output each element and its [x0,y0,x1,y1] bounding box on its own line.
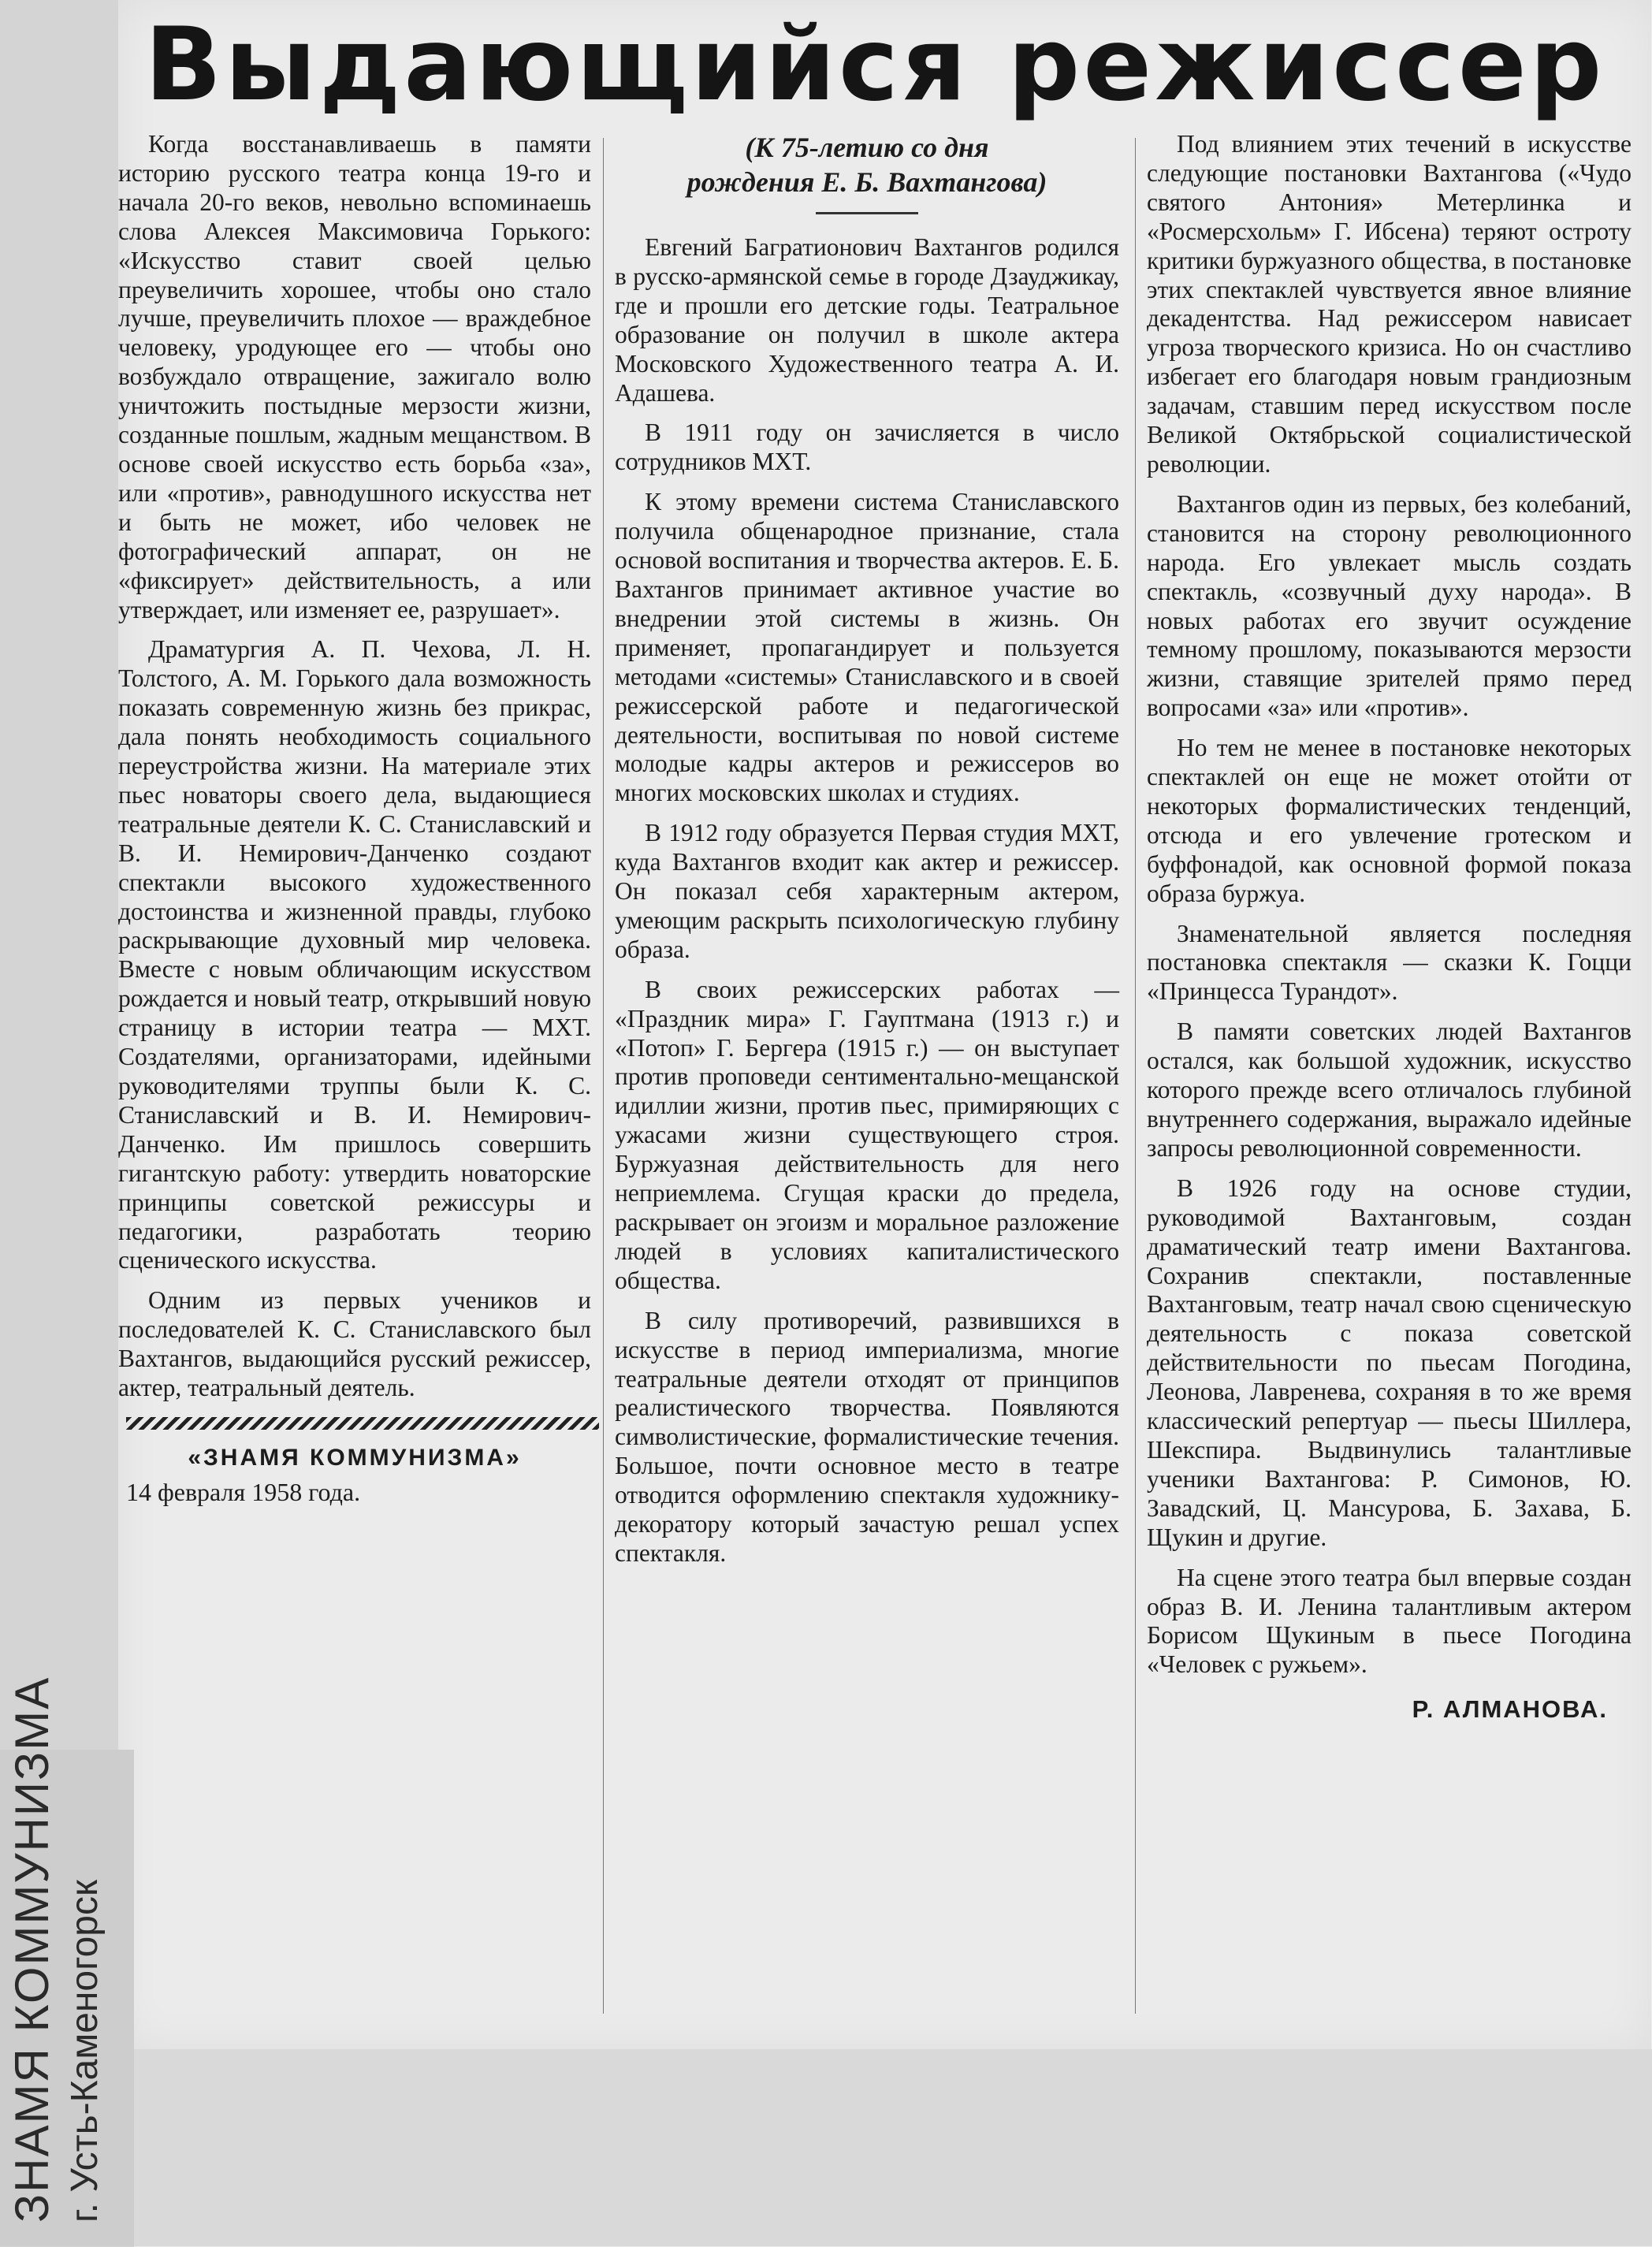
paragraph: Евгений Багратионович Вахтангов родился в русско-армянской семье в городе Дзауджикау, где и прошли его детские годы. Театральное образование он получил в школе актера Московского Художественного театра А. И. Адашева. [615,233,1119,407]
paragraph: К этому времени система Станиславского получила общенародное признание, стала основой воспитания и творчества актеров. Е. Б. Вахтангов принимает активное участие во внедрении этой системы в жизнь. Он применяет, пропагандирует и пользуется методами «системы» Станиславского и в своей режиссерской работе и педагогической деятельности, воспитывая по новой системе молодые кадры актеров и режиссеров во многих московских школах и студиях. [615,488,1119,807]
article-author: Р. АЛМАНОВА. [1412,1695,1608,1724]
paragraph: В 1911 году он зачисляется в число сотрудников МХТ. [615,419,1119,476]
newspaper-source: «ЗНАМЯ КОММУНИЗМА» [188,1444,522,1471]
article-subtitle [615,130,1119,199]
paragraph: В памяти советских людей Вахтангов остался, как большой художник, искусство которого прежде всего отличалось глубиной внутреннего содержания, выражало идейные запросы революционной современности. [1147,1017,1632,1162]
backing-paper [130,2049,1652,2246]
publication-date: 14 февраля 1958 года. [126,1477,361,1506]
paragraph: В 1926 году на основе студии, руководимой Вахтанговым, создан драматический театр имени Вахтангова. Сохранив спектакли, поставленные Вахтанговым, театр начал свою сценическую деятельность с показа советской действительности по пьесам Погодина, Леонова, Лавренева, сохраняя в то же время классический репертуар — пьесы Шиллера, Шекспира. Выдвинулись талантливые ученики Вахтангова: Р. Симонов, Ю. Завадский, Ц. Мансурова, Б. Захава, Б. Щукин и другие. [1147,1174,1632,1551]
paragraph: В своих режиссерских работах — «Праздник мира» Г. Гауптмана (1913 г.) и «Потоп» Г. Бергера (1915 г.) — он выступает против проповеди сентиментально-мещанской идиллии жизни, против пьес, примиряющих с ужасами жизни существующего строя. Буржуазная действительность для него неприемлема. Сгущая краски до предела, раскрывает он эгоизм и моральное разложение людей в условиях капиталистического общества. [615,975,1119,1294]
paragraph: В 1912 году образуется Первая студия МХТ, куда Вахтангов входит как актер и режиссер. Он показал себя характерным актером, умеющим раскрыть психологическую глубину образа. [615,819,1119,963]
paragraph: Вахтангов один из первых, без колебаний, становится на сторону революционного народа. Его увлекает мысль создать спектакль, «созвучный духу народа». В новых работах его звучит осуждение темному прошлому, показываются мерзости жизни, ставящие зрителей прямо перед вопросами «за» или «против». [1147,489,1632,722]
paragraph: Драматургия А. П. Чехова, Л. Н. Толстого, А. М. Горького дала возможность показать современную жизнь без прикрас, дала понять необходимость социального переустройства жизни. На материале этих пьес новаторы своего дела, выдающиеся театральные деятели К. С. Станиславский и В. И. Немирович-Данченко создают спектакли высокого художественного достоинства и жизненной правды, глубоко раскрывающие духовный мир человека. Вместе с новым обличающим искусством рождается и новый театр, открывший новую страницу в истории театра — МХТ. Создателями, организаторами, идейными руководителями труппы были К. С. Станиславский и В. И. Немирович-Данченко. Им пришлось совершить гигантскую работу: утвердить новаторские принципы советской режиссуры и педагогики, разработать теорию сценического искусства. [118,635,591,1274]
article-column-1 [118,130,591,1507]
paragraph: На сцене этого театра был впервые создан образ В. И. Ленина талантливым актером Борисом Щукиным в пьесе Погодина «Человек с ружьем». [1147,1563,1632,1679]
paragraph: В силу противоречий, развившихся в искусстве в период империализма, многие театральные деятели отходят от принципов реалистического творчества. Появляются символистические, формалистические течения. Большое, почти основное место в театре отводится оформлению спектакля художнику-декоратору который зачастую решал успех спектакля. [615,1306,1119,1567]
article-column-3 [1147,130,1632,1724]
paragraph: Знаменательной является последняя постановка спектакля — сказки К. Гоцци «Принцесса Турандот». [1147,919,1632,1006]
paragraph: Под влиянием этих течений в искусстве следующие постановки Вахтангова («Чудо святого Антония» Метерлинка и «Росмерсхольм» Г. Ибсена) теряют остроту критики буржуазного общества, в постановке этих спектаклей чувствуется явное влияние декадентства. Над режиссером нависает угроза творческого кризиса. Но он счастливо избегает его благодаря новым грандиозным задачам, ставшим перед искусством после Великой Октябрьской социалистической революции. [1147,130,1632,478]
decorative-rule [126,1417,599,1430]
paragraph: Но тем не менее в постановке некоторых спектаклей он еще не может отойти от некоторых формалистических тенденций, отсюда и его увлечение гротеском и буффонадой, как основной формой показа образа буржуа. [1147,734,1632,907]
paragraph: Когда восстанавливаешь в памяти историю русского театра конца 19-го и начала 20-го веков, невольно вспоминаешь слова Алексея Максимовича Горького: «Искусство ставит своей целью преувеличить хорошее, чтобы оно стало лучше, преувеличить плохое — враждебное человеку, уродующее его — чтобы оно возбуждало отвращение, зажигало волю уничтожить постыдные мерзости жизни, созданные пошлым, жадным мещанством. В основе своей искусство есть борьба «за», или «против», равнодушного искусства нет и быть не может, ибо человек не фотографический аппарат, он не «фиксирует» действительность, а или утверждает, или изменяет ее, разрушает». [118,130,591,623]
subtitle-line: рождения Е. Б. Вахтангова) [686,166,1047,198]
paragraph: Одним из первых учеников и последователей К. С. Станиславского был Вахтангов, выдающийся русский режиссер, актер, театральный деятель. [118,1286,591,1402]
column-divider [603,138,604,2014]
stamp-city: г. Усть-Каменогорск [64,1880,106,2223]
subtitle-line: (К 75-летию со дня [745,132,989,163]
article-column-2 [615,130,1119,1579]
column-divider [1135,138,1136,2014]
article-headline: Выдающийся режиссер [144,6,1605,124]
stamp-newspaper-name: ЗНАМЯ КОММУНИЗМА [6,1676,58,2223]
separator-rule [816,212,918,214]
archive-stamp [0,1676,134,2246]
